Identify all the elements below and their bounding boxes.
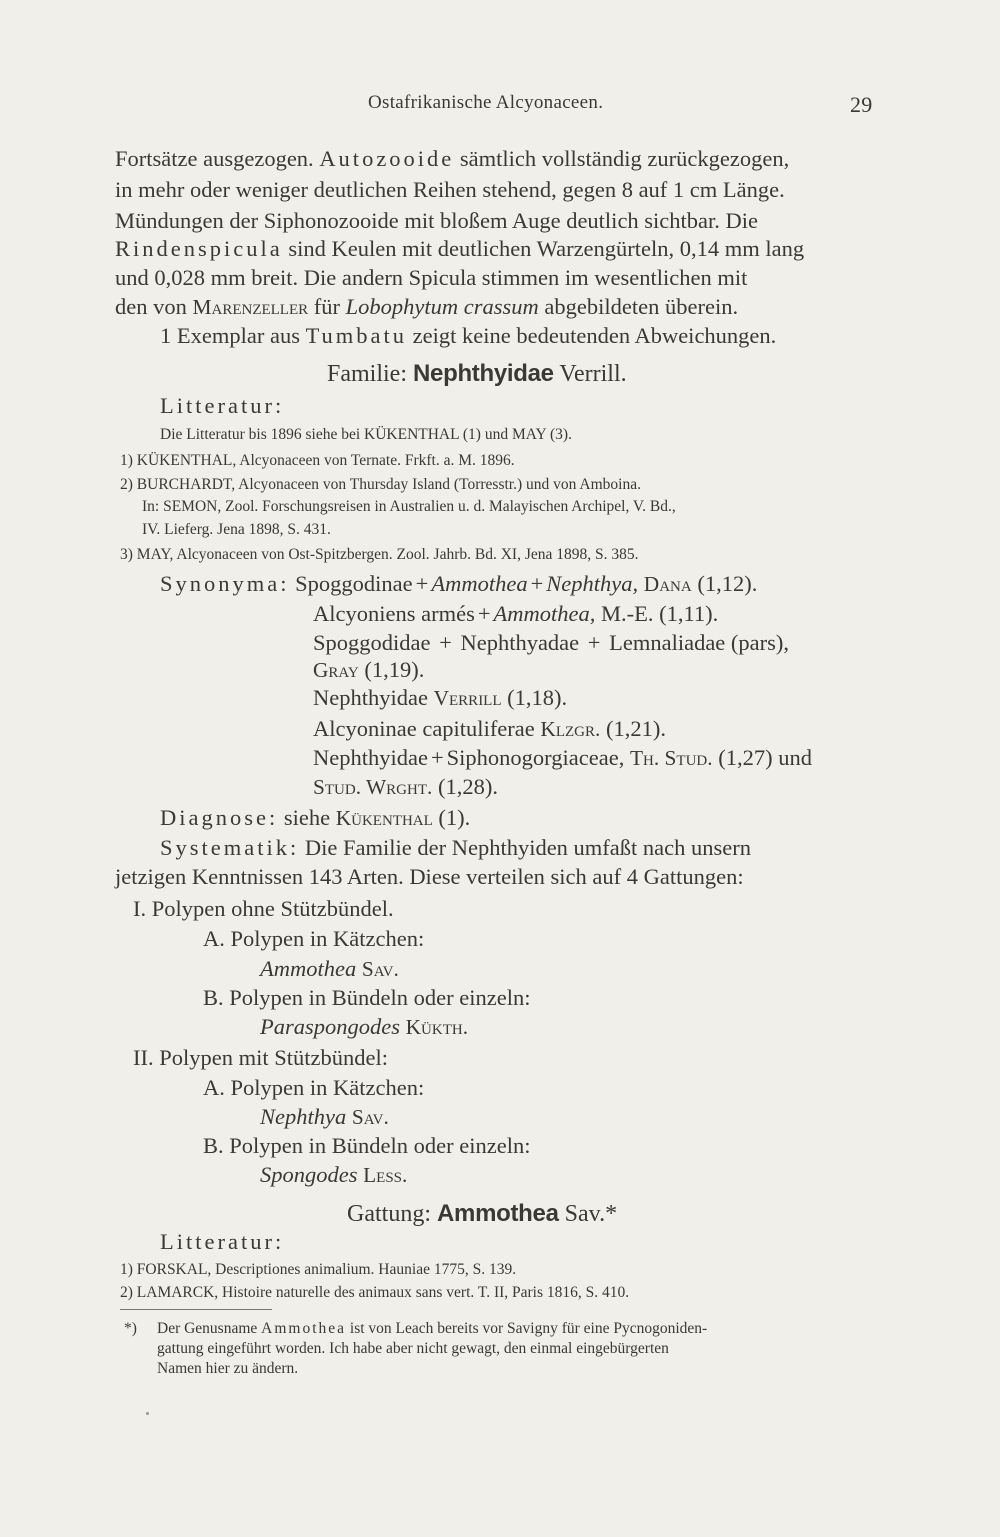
synonyma-line-1: Synonyma: Spoggodinae + Ammothea + Nephthya, Dana (1,12). [160,571,758,596]
litteratur-heading: Litteratur: [160,393,285,418]
litteratur-2-heading: Litteratur: [160,1229,285,1254]
intro-line-4: Rindenspicula sind Keulen mit deutlichen Warzengürteln, 0,14 mm lang [115,236,805,261]
footnote-line-2: gattung eingeführt worden. Ich habe aber nicht gewagt, den einmal eingebürgerten [157,1340,669,1357]
reference-2-line-2: In: SEMON, Zool. Forschungsreisen in Australien u. d. Malayischen Archipel, V. Bd., [142,498,676,515]
synonyma-line-5: Nephthyidae Verrill (1,18). [313,685,568,710]
footnote-divider [120,1309,272,1310]
key-ii-a-genus: Nephthya Sav. [260,1104,389,1129]
intro-line-2: in mehr oder weniger deutlichen Reihen stehend, gegen 8 auf 1 cm Länge. [115,177,785,202]
synonyma-line-4: Gray (1,19). [313,657,425,682]
litteratur-intro: Die Litteratur bis 1896 siehe bei KÜKENTHAL (1) und MAY (3). [160,426,572,443]
intro-line-3: Mündungen der Siphonozooide mit bloßem Auge deutlich sichtbar. Die [115,208,759,233]
genus-reference-1: 1) FORSKAL, Descriptiones animalium. Hauniae 1775, S. 139. [120,1261,517,1278]
synonyma-line-3: Spoggodidae + Nephthyadae + Lemnaliadae (pars), [313,630,790,655]
key-group-ii: II. Polypen mit Stützbündel: [133,1045,388,1070]
reference-3: 3) MAY, Alcyonaceen von Ost-Spitzbergen. Zool. Jahrb. Bd. XI, Jena 1898, S. 385. [120,546,639,563]
key-ii-a: A. Polypen in Kätzchen: [203,1075,425,1100]
key-ii-b-genus: Spongodes Less. [260,1162,408,1187]
systematik-line-1: Systematik: Die Familie der Nephthyiden umfaßt nach unsern [160,835,751,860]
key-group-i: I. Polypen ohne Stützbündel. [133,896,394,921]
key-ii-b: B. Polypen in Bündeln oder einzeln: [203,1133,531,1158]
synonyma-line-7: Nephthyidae + Siphonogorgiaceae, Th. Stud. (1,27) und [313,745,812,770]
genus-heading: Gattung: Ammothea Sav.* [347,1200,618,1227]
intro-line-6: den von Marenzeller für Lobophytum crassum abgebildeten überein. [115,294,739,319]
synonyma-line-6: Alcyoninae capituliferae Klzgr. (1,21). [313,716,666,741]
synonyma-line-8: Stud. Wrght. (1,28). [313,774,498,799]
diagnose-line: Diagnose: siehe Kükenthal (1). [160,805,471,830]
footnote-line-1: Der Genusname Ammothea ist von Leach bereits vor Savigny für eine Pycnogoniden- [157,1320,708,1337]
running-head: Ostafrikanische Alcyonaceen. [368,92,604,113]
paper-speck [146,1412,149,1415]
reference-2-line-3: IV. Lieferg. Jena 1898, S. 431. [142,521,331,538]
genus-reference-2: 2) LAMARCK, Histoire naturelle des animaux sans vert. T. II, Paris 1816, S. 410. [120,1284,630,1301]
synonyma-line-2: Alcyoniens armés + Ammothea, M.-E. (1,11). [313,601,719,626]
page-number: 29 [850,92,873,117]
intro-line-7: 1 Exemplar aus Tumbatu zeigt keine bedeutenden Abweichungen. [160,323,777,348]
key-i-b: B. Polypen in Bündeln oder einzeln: [203,985,531,1010]
key-i-b-genus: Paraspongodes Kükth. [260,1014,469,1039]
intro-line-5: und 0,028 mm breit. Die andern Spicula stimmen im wesentlichen mit [115,265,748,290]
reference-2-line-1: 2) BURCHARDT, Alcyonaceen von Thursday Island (Torresstr.) und von Amboina. [120,476,641,493]
footnote-marker: *) [124,1320,137,1337]
family-heading: Familie: Nephthyidae Verrill. [327,360,627,387]
intro-line-1: Fortsätze ausgezogen. Autozooide sämtlich vollständig zurückgezogen, [115,146,790,171]
key-i-a-genus: Ammothea Sav. [260,956,399,981]
systematik-line-2: jetzigen Kenntnissen 143 Arten. Diese verteilen sich auf 4 Gattungen: [115,864,744,889]
footnote-line-3: Namen hier zu ändern. [157,1360,299,1377]
key-i-a: A. Polypen in Kätzchen: [203,926,425,951]
reference-1: 1) KÜKENTHAL, Alcyonaceen von Ternate. Frkft. a. M. 1896. [120,452,515,469]
